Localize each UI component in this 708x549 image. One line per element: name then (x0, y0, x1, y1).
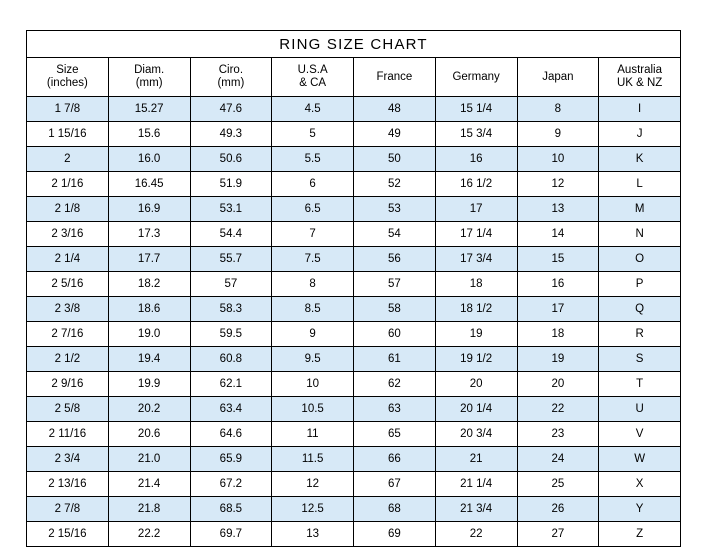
cell-japan: 19 (517, 347, 599, 372)
cell-diameter: 19.9 (108, 372, 190, 397)
cell-germany: 18 (435, 272, 517, 297)
cell-japan: 18 (517, 322, 599, 347)
cell-usa-ca: 9.5 (272, 347, 354, 372)
cell-france: 56 (354, 247, 436, 272)
cell-circumference: 67.2 (190, 472, 272, 497)
cell-france: 68 (354, 497, 436, 522)
cell-australia-uk-nz: L (599, 172, 681, 197)
cell-usa-ca: 12 (272, 472, 354, 497)
cell-circumference: 50.6 (190, 147, 272, 172)
cell-japan: 24 (517, 447, 599, 472)
cell-germany: 17 1/4 (435, 222, 517, 247)
cell-diameter: 16.45 (108, 172, 190, 197)
cell-size: 2 1/8 (27, 197, 109, 222)
cell-usa-ca: 11.5 (272, 447, 354, 472)
cell-germany: 15 1/4 (435, 97, 517, 122)
table-row (27, 247, 681, 272)
cell-france: 49 (354, 122, 436, 147)
table-row (27, 522, 681, 547)
table-header (27, 31, 681, 58)
cell-france: 48 (354, 97, 436, 122)
cell-diameter: 19.4 (108, 347, 190, 372)
cell-germany: 20 1/4 (435, 397, 517, 422)
column-header-line1: Japan (542, 70, 574, 83)
cell-size: 2 1/4 (27, 247, 109, 272)
cell-usa-ca: 10.5 (272, 397, 354, 422)
cell-size: 2 1/2 (27, 347, 109, 372)
table-row (27, 122, 681, 147)
cell-japan: 9 (517, 122, 599, 147)
cell-france: 53 (354, 197, 436, 222)
cell-diameter: 21.4 (108, 472, 190, 497)
cell-australia-uk-nz: W (599, 447, 681, 472)
cell-germany: 22 (435, 522, 517, 547)
column-header-circumference (190, 58, 272, 97)
cell-japan: 14 (517, 222, 599, 247)
cell-usa-ca: 4.5 (272, 97, 354, 122)
table-row (27, 322, 681, 347)
title-row (27, 31, 681, 58)
cell-australia-uk-nz: O (599, 247, 681, 272)
cell-size: 2 15/16 (27, 522, 109, 547)
cell-japan: 12 (517, 172, 599, 197)
cell-france: 58 (354, 297, 436, 322)
cell-germany: 17 (435, 197, 517, 222)
chart-title: RING SIZE CHART (27, 31, 681, 58)
table-row (27, 397, 681, 422)
cell-japan: 13 (517, 197, 599, 222)
cell-diameter: 16.0 (108, 147, 190, 172)
table-row (27, 197, 681, 222)
cell-diameter: 17.3 (108, 222, 190, 247)
cell-australia-uk-nz: U (599, 397, 681, 422)
table-row (27, 447, 681, 472)
cell-circumference: 47.6 (190, 97, 272, 122)
cell-size: 1 7/8 (27, 97, 109, 122)
cell-australia-uk-nz: S (599, 347, 681, 372)
cell-australia-uk-nz: T (599, 372, 681, 397)
column-header-line2: (mm) (135, 77, 163, 89)
cell-size: 2 1/16 (27, 172, 109, 197)
cell-australia-uk-nz: I (599, 97, 681, 122)
column-header-line2: (inches) (46, 77, 88, 89)
cell-diameter: 19.0 (108, 322, 190, 347)
table-row (27, 372, 681, 397)
cell-size: 2 3/4 (27, 447, 109, 472)
cell-size: 2 5/16 (27, 272, 109, 297)
cell-diameter: 15.27 (108, 97, 190, 122)
cell-germany: 15 3/4 (435, 122, 517, 147)
column-header-japan (517, 58, 599, 97)
cell-japan: 10 (517, 147, 599, 172)
table-row (27, 272, 681, 297)
cell-france: 63 (354, 397, 436, 422)
column-header-line1: France (376, 70, 413, 83)
cell-circumference: 63.4 (190, 397, 272, 422)
column-header-line2: (mm) (217, 77, 245, 89)
cell-diameter: 18.6 (108, 297, 190, 322)
column-header-line1: Diam. (134, 64, 165, 76)
column-header-size (27, 58, 109, 97)
cell-diameter: 20.2 (108, 397, 190, 422)
cell-diameter: 22.2 (108, 522, 190, 547)
table-row (27, 147, 681, 172)
cell-size: 2 7/8 (27, 497, 109, 522)
column-header-line1: Australia (617, 64, 662, 76)
cell-france: 52 (354, 172, 436, 197)
cell-australia-uk-nz: R (599, 322, 681, 347)
cell-size: 2 13/16 (27, 472, 109, 497)
cell-japan: 25 (517, 472, 599, 497)
table-row (27, 297, 681, 322)
column-header-line1: Germany (452, 70, 500, 83)
cell-japan: 8 (517, 97, 599, 122)
cell-diameter: 17.7 (108, 247, 190, 272)
cell-usa-ca: 13 (272, 522, 354, 547)
cell-japan: 22 (517, 397, 599, 422)
cell-usa-ca: 7.5 (272, 247, 354, 272)
cell-germany: 18 1/2 (435, 297, 517, 322)
cell-germany: 20 (435, 372, 517, 397)
table-row (27, 58, 681, 97)
cell-australia-uk-nz: X (599, 472, 681, 497)
cell-diameter: 20.6 (108, 422, 190, 447)
table-body (27, 97, 681, 547)
table-row (27, 347, 681, 372)
cell-size: 2 9/16 (27, 372, 109, 397)
cell-circumference: 58.3 (190, 297, 272, 322)
cell-japan: 23 (517, 422, 599, 447)
cell-australia-uk-nz: K (599, 147, 681, 172)
cell-australia-uk-nz: Q (599, 297, 681, 322)
table-row (27, 472, 681, 497)
cell-japan: 15 (517, 247, 599, 272)
cell-usa-ca: 10 (272, 372, 354, 397)
cell-japan: 16 (517, 272, 599, 297)
ring-size-table (26, 30, 681, 547)
cell-france: 67 (354, 472, 436, 497)
column-header-line1: Size (56, 64, 79, 76)
table-row (27, 172, 681, 197)
column-header-australia-uk-nz (599, 58, 681, 97)
column-header-line1: U.S.A (297, 64, 328, 76)
cell-size: 2 7/16 (27, 322, 109, 347)
cell-diameter: 15.6 (108, 122, 190, 147)
cell-diameter: 21.0 (108, 447, 190, 472)
chart-container (26, 30, 681, 547)
column-header-line2: & CA (299, 77, 327, 89)
cell-australia-uk-nz: N (599, 222, 681, 247)
cell-france: 54 (354, 222, 436, 247)
cell-circumference: 49.3 (190, 122, 272, 147)
cell-germany: 16 (435, 147, 517, 172)
cell-usa-ca: 5 (272, 122, 354, 147)
cell-size: 2 3/8 (27, 297, 109, 322)
cell-australia-uk-nz: Y (599, 497, 681, 522)
cell-germany: 20 3/4 (435, 422, 517, 447)
cell-circumference: 65.9 (190, 447, 272, 472)
column-header-france (354, 58, 436, 97)
cell-france: 65 (354, 422, 436, 447)
cell-circumference: 64.6 (190, 422, 272, 447)
cell-japan: 17 (517, 297, 599, 322)
cell-australia-uk-nz: Z (599, 522, 681, 547)
cell-circumference: 55.7 (190, 247, 272, 272)
cell-germany: 19 1/2 (435, 347, 517, 372)
cell-germany: 21 1/4 (435, 472, 517, 497)
cell-germany: 19 (435, 322, 517, 347)
column-header-line2: UK & NZ (616, 77, 663, 89)
cell-australia-uk-nz: M (599, 197, 681, 222)
column-header-row (27, 58, 681, 97)
cell-france: 69 (354, 522, 436, 547)
column-header-line1: Ciro. (218, 64, 244, 76)
cell-usa-ca: 7 (272, 222, 354, 247)
cell-france: 50 (354, 147, 436, 172)
column-header-usa-ca (272, 58, 354, 97)
cell-germany: 21 3/4 (435, 497, 517, 522)
cell-usa-ca: 11 (272, 422, 354, 447)
cell-france: 57 (354, 272, 436, 297)
column-header-germany (435, 58, 517, 97)
cell-circumference: 53.1 (190, 197, 272, 222)
cell-circumference: 57 (190, 272, 272, 297)
cell-usa-ca: 6.5 (272, 197, 354, 222)
cell-circumference: 69.7 (190, 522, 272, 547)
table-row (27, 222, 681, 247)
column-header-diameter (108, 58, 190, 97)
table-row (27, 422, 681, 447)
cell-france: 60 (354, 322, 436, 347)
table-row (27, 497, 681, 522)
cell-france: 61 (354, 347, 436, 372)
cell-circumference: 68.5 (190, 497, 272, 522)
cell-size: 2 11/16 (27, 422, 109, 447)
cell-japan: 20 (517, 372, 599, 397)
cell-diameter: 18.2 (108, 272, 190, 297)
cell-usa-ca: 6 (272, 172, 354, 197)
cell-australia-uk-nz: J (599, 122, 681, 147)
cell-circumference: 59.5 (190, 322, 272, 347)
cell-circumference: 62.1 (190, 372, 272, 397)
cell-circumference: 51.9 (190, 172, 272, 197)
cell-usa-ca: 5.5 (272, 147, 354, 172)
cell-circumference: 54.4 (190, 222, 272, 247)
cell-france: 62 (354, 372, 436, 397)
cell-usa-ca: 8 (272, 272, 354, 297)
cell-australia-uk-nz: P (599, 272, 681, 297)
cell-diameter: 21.8 (108, 497, 190, 522)
cell-usa-ca: 12.5 (272, 497, 354, 522)
table-row (27, 97, 681, 122)
cell-size: 2 3/16 (27, 222, 109, 247)
cell-size: 2 (27, 147, 109, 172)
cell-germany: 16 1/2 (435, 172, 517, 197)
cell-size: 1 15/16 (27, 122, 109, 147)
cell-size: 2 5/8 (27, 397, 109, 422)
cell-diameter: 16.9 (108, 197, 190, 222)
cell-japan: 26 (517, 497, 599, 522)
cell-germany: 17 3/4 (435, 247, 517, 272)
cell-japan: 27 (517, 522, 599, 547)
cell-usa-ca: 9 (272, 322, 354, 347)
cell-germany: 21 (435, 447, 517, 472)
cell-usa-ca: 8.5 (272, 297, 354, 322)
cell-circumference: 60.8 (190, 347, 272, 372)
cell-france: 66 (354, 447, 436, 472)
cell-australia-uk-nz: V (599, 422, 681, 447)
